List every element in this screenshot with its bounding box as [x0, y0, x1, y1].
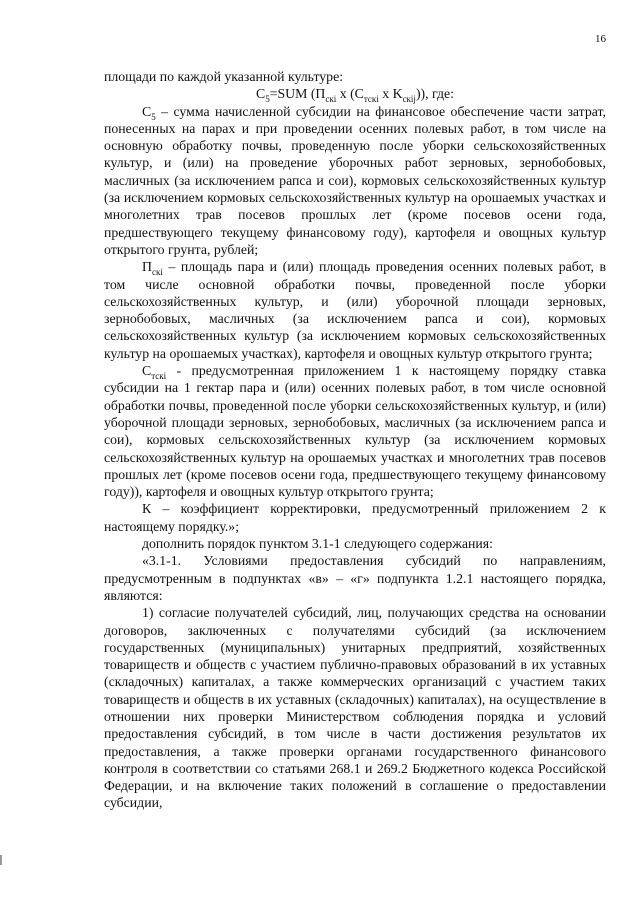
p-symbol: П — [142, 259, 152, 275]
c5-symbol: C — [142, 103, 152, 119]
definition-p — [104, 258, 606, 362]
formula-eq: =SUM (П — [269, 86, 326, 102]
c-text: - предусмотренная приложением 1 к настоящему порядку ставка субсидии на 1 гектар пара и (или) осенних полевых работ, в том числе основной обработки почвы, проведенной после уборки сельскохозяйственных культур, и (или) уборочной площади зерновых, зернобобовых, масличных (за исключением рапса и сои), кормовых сельскохозяйственных культур (за исключением кормовых сельскохозяйственных культур на орошаемых участках и многолетних трав посевов прошлых лет (кроме посевов осени года, предшествующего текущему финансовому году)), картофеля и овощных культур открытого грунта; — [104, 363, 606, 500]
p-text: – площадь пара и (или) площадь проведения осенних полевых работ, в том числе основной обработки почвы, проведенной после уборки сельскохозяйственных культур, и (или) уборочной площади зерновых, зернобобовых, масличных (за исключением рапса и сои), кормовых сельскохозяйственных культур (за исключением кормовых сельскохозяйственных культур на орошаемых участках), картофеля и овощных культур открытого грунта; — [104, 259, 606, 361]
formula-tail: )), где: — [415, 86, 454, 102]
page-number: 16 — [595, 33, 606, 45]
definition-c5 — [104, 103, 606, 259]
point-3-1-1-paragraph: «3.1-1. Условиями предоставления субсидий по направлениям, предусмотренным в подпунктах «в» – «г» подпункта 1.2.1 настоящего порядка, являются: — [104, 553, 606, 603]
formula-line — [104, 85, 606, 105]
formula-k-sub: скіј — [402, 94, 416, 105]
c5-text: – сумма начисленной субсидии на финансовое обеспечение части затрат, понесенных на парах и при проведении осенних полевых работ, в том числе на основную обработку почвы, проведенную после уборки сельскохозяйственных культур, и (или) на проведение уборочных работ зерновых, зернобобовых, масличных (за исключением рапса и сои), кормовых сельскохозяйственных культур (за исключением кормовых сельскохозяйственных культур на орошаемых участках и многолетних трав посевов прошлых лет (кроме посевов осени года, предшествующего текущему финансовому году), картофеля и овощных культур открытого грунта, рублей; — [104, 103, 606, 257]
definition-c — [104, 362, 606, 500]
formula-x2: x K — [378, 86, 403, 102]
definition-k: К – коэффициент корректировки, предусмотренный приложением 2 к настоящему порядку.»; — [104, 501, 606, 534]
document-body — [104, 68, 606, 812]
item-1-paragraph: 1) согласие получателей субсидий, лиц, получающих средства на основании договоров, заключенных с получателями субсидий (за исключением государственных (муниципальных) унитарных предприятий, хозяйственных товариществ и обществ с участием публично-правовых образований в их уставных (складочных) капиталах, а также коммерческих организаций с участием таких товариществ и обществ в их уставных (складочных) капиталах), на осуществление в отношении них проверки Министерством соблюдения порядка и условий предоставления субсидий, в том числе в части достижения результатов их предоставления, а также проверки органами государственного финансового контроля в соответствии со статьями 268.1 и 269.2 Бюджетного кодекса Российской Федерации, и на включение таких положений в соглашение о предоставлении субсидии, — [104, 605, 606, 811]
add-point-paragraph: дополнить порядок пунктом 3.1-1 следующего содержания: — [142, 536, 493, 552]
formula-lhs: C — [256, 86, 266, 102]
formula-p-sub: скі — [325, 94, 337, 105]
p-symbol-sub: скі — [151, 267, 163, 278]
c-symbol: C — [142, 363, 152, 379]
formula-lhs-sub: 5 — [265, 94, 270, 105]
c-symbol-sub: тскі — [151, 370, 167, 381]
formula-x1: x (C — [336, 86, 364, 102]
scan-edge-mark — [0, 855, 2, 865]
c5-symbol-sub: 5 — [151, 111, 156, 122]
formula-c-sub: тскі — [363, 94, 379, 105]
intro-line: площади по каждой указанной культуре: — [104, 69, 344, 84]
